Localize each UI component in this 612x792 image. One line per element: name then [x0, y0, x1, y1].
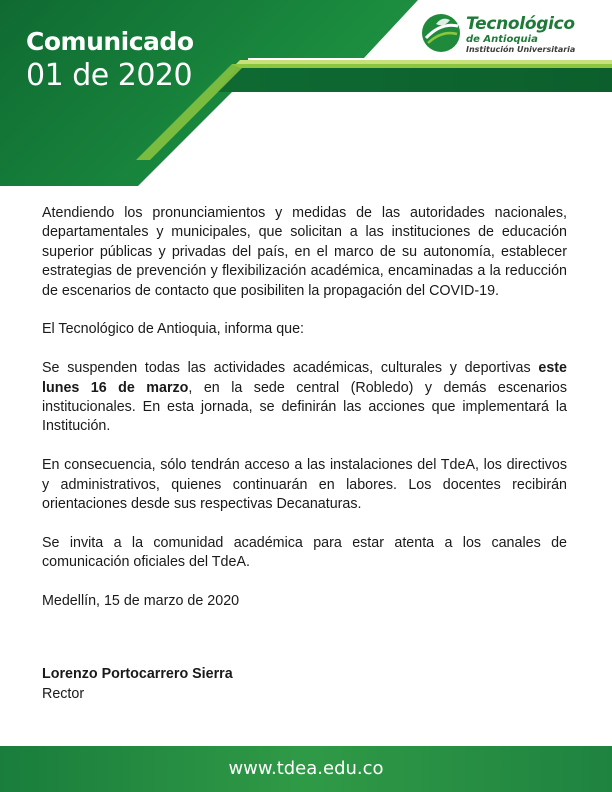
date-line: Medellín, 15 de marzo de 2020 [42, 593, 240, 610]
institution-logo [420, 12, 606, 58]
communique-title [26, 26, 194, 94]
paragraph-3-start: Se suspenden todas las actividades académicas, culturales y deportivas [42, 360, 539, 377]
paragraph-5: Se invita a la comunidad académica para estar atenta a los canales de comunicación oficiales del TdeA. [42, 534, 567, 571]
paragraph-4: En consecuencia, sólo tendrán acceso a las instalaciones del TdeA, los directivos y administrativos, quienes continuarán en labores. Los docentes recibirán orientaciones desde sus respectivas Decanaturas. [42, 457, 567, 513]
signer-name: Lorenzo Portocarrero Sierra [42, 666, 233, 682]
paragraph-3 [42, 359, 567, 437]
signature-block [42, 664, 233, 704]
logo-tagline: Institución Universitaria [466, 45, 576, 54]
logo-subtitle: de Antioquia [466, 34, 538, 45]
website-link[interactable]: www.tdea.edu.co [228, 758, 384, 779]
footer-bar [0, 746, 612, 792]
paragraph-2: El Tecnológico de Antioquia, informa que: [42, 321, 305, 338]
logo-wordmark [466, 14, 575, 55]
letter-body [42, 204, 567, 611]
signer-role: Rector [42, 686, 85, 702]
highlighted-date: este lunes 16 de marzo [42, 360, 567, 396]
header-banner [0, 0, 612, 190]
paragraph-3-end: , en la sede central (Robledo) y demás escenarios institucionales. En esta jornada, se definirán las acciones que implementará la Institución. [42, 379, 568, 435]
paragraph-1: Atendiendo los pronunciamientos y medidas de las autoridades nacionales, departamentales y municipales, que solicitan a las instituciones de educación superior públicas y privadas del país, en el marco de su autonomía, establecer estrategias de prevención y flexibilización académica, encaminadas a la reducción de escenarios de contacto que posibiliten la propagación del COVID-19. [42, 205, 567, 299]
logo-name: Tecnológico [466, 14, 575, 34]
title-number: 01 de 2020 [26, 58, 193, 93]
title-label: Comunicado [26, 27, 194, 56]
tdea-globe-logo-icon [420, 12, 462, 54]
